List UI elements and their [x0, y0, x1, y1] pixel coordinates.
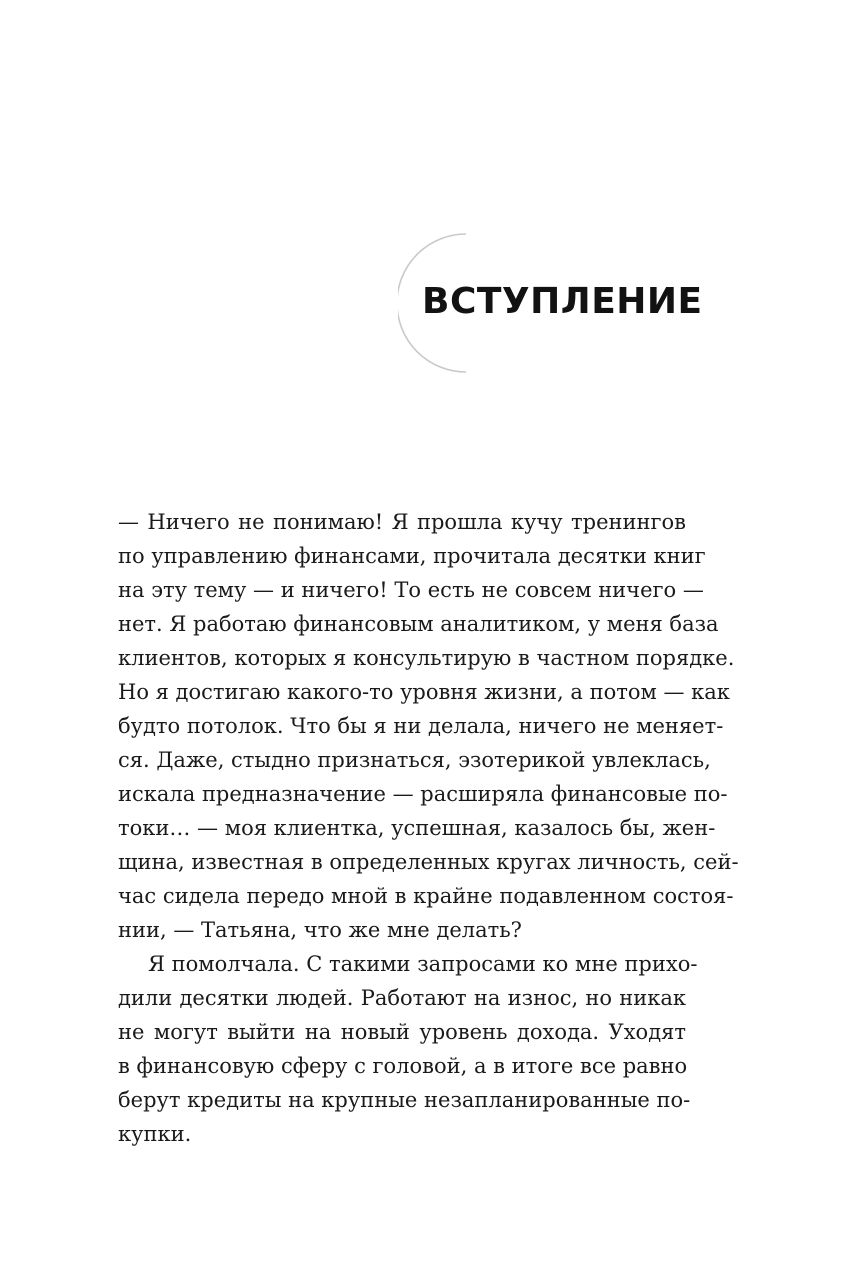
text-line: ся. Даже, стыдно признаться, эзотерикой увлеклась, — [118, 748, 711, 772]
text-line: — Ничего не понимаю! Я прошла кучу тренингов — [118, 510, 686, 534]
text-line: берут кредиты на крупные незапланированные по- — [118, 1088, 691, 1112]
text-line: на эту тему — и ничего! То есть не совсем ничего — — [118, 578, 704, 602]
text-line: Я помолчала. С такими запросами ко мне прихо- — [148, 952, 698, 976]
text-line: нет. Я работаю финансовым аналитиком, у меня база — [118, 612, 719, 636]
text-line: искала предназначение — расширяла финансовые по- — [118, 782, 728, 806]
text-line: клиентов, которых я консультирую в частном порядке. — [118, 646, 735, 670]
text-line: токи… — моя клиентка, успешная, казалось бы, жен- — [118, 816, 716, 840]
text-line: в финансовую сферу с головой, а в итоге все равно — [118, 1054, 688, 1078]
paragraph-1 — [118, 505, 739, 947]
text-line: час сидела передо мной в крайне подавленном состоя- — [118, 884, 734, 908]
paragraph-2 — [118, 947, 698, 1151]
text-line: по управлению финансами, прочитала десятки книг — [118, 544, 706, 568]
text-line: щина, известная в определенных кругах личность, сей- — [118, 850, 739, 874]
text-line: нии, — Татьяна, что же мне делать? — [118, 918, 522, 942]
text-line: не могут выйти на новый уровень дохода. Уходят — [118, 1020, 686, 1044]
chapter-heading — [398, 232, 703, 374]
text-line: будто потолок. Что бы я ни делала, ничего не меняет- — [118, 714, 724, 738]
text-line: купки. — [118, 1122, 192, 1146]
chapter-title: ВСТУПЛЕНИЕ — [422, 281, 703, 322]
text-line: дили десятки людей. Работают на износ, но никак — [118, 986, 686, 1010]
text-line: Но я достигаю какого-то уровня жизни, а потом — как — [118, 680, 730, 704]
body-text — [118, 505, 739, 1151]
